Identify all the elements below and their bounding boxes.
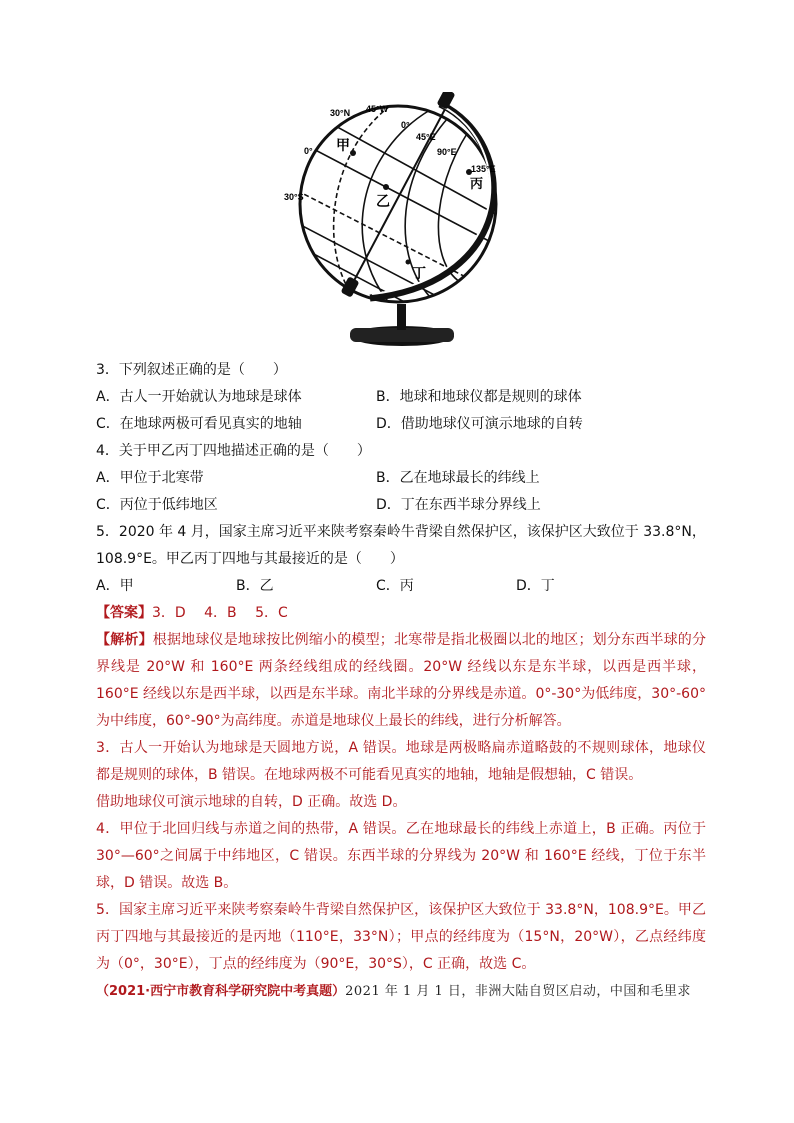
q3-option-a: A．古人一开始就认为地球是球体 [96,389,302,405]
globe-figure [280,92,520,354]
source-tag: （2021·西宁市教育科学研究院中考真题） [96,984,346,999]
q5-options [96,573,706,600]
globe-base-rim [350,328,454,342]
q4-options-row1 [96,465,706,492]
answer-tag: 【答案】 [96,605,152,621]
q4-option-c: C．丙位于低纬地区 [96,497,218,513]
label-jia: 甲 [336,137,350,153]
q5-stem-line1: 5．2020 年 4 月，国家主席习近平来陕考察秦岭牛背梁自然保护区，该保护区大致位于 33.8°N， [96,524,706,540]
q4-option-a: A．甲位于北寒带 [96,470,204,486]
q4-option-b: B．乙在地球最长的纬线上 [376,470,540,486]
q3-option-d: D．借助地球仪可演示地球的自转 [376,416,583,432]
q4-options-row2 [96,492,706,519]
analysis-text: 根据地球仪是地球按比例缩小的模型；北寒带是指北极圈以北的地区；划分东西半球的分界线是 20°W 和 160°E 两条经线组成的经线圈。20°W 经线以东是东半球，以西是西半球，160°E 经线以东是西半球，以西是东半球。南北半球的分界线是赤道。0°-30°为低纬度，30°-60°为中纬度，60°-90°为高纬度。赤道是地球仪上最长的纬线，进行分析解答。 [96,632,707,729]
analysis-intro [96,627,706,735]
label-0-top: 0° [401,120,410,130]
point-ding [406,260,411,265]
label-bing: 丙 [470,176,484,191]
q5-option-b: B．乙 [236,578,274,594]
analysis-q3-part2: 借助地球仪可演示地球的自转，D 正确。故选 D。 [96,794,407,810]
answer-line [96,600,706,627]
q3-option-c: C．在地球两极可看见真实的地轴 [96,416,302,432]
analysis-q4: 4．甲位于北回归线与赤道之间的热带，A 错误。乙在地球最长的纬线上赤道上，B 正确。丙位于 30°—60°之间属于中纬地区，C 错误。东西半球的分界线为 20°W 和 160°E 经线，丁位于东半球，D 错误。故选 B。 [96,821,706,891]
q3-options-row1 [96,384,706,411]
label-yi: 乙 [376,193,390,209]
q4-stem: 4．关于甲乙丙丁四地描述正确的是（ ） [96,443,371,459]
label-135e: 135°E [471,164,496,174]
q5-option-c: C．丙 [376,578,414,594]
q3-stem: 3．下列叙述正确的是（ ） [96,362,287,378]
label-ding: 丁 [412,265,426,281]
q3-option-b: B．地球和地球仪都是规则的球体 [376,389,582,405]
analysis-q5: 5．国家主席习近平来陕考察秦岭牛背梁自然保护区，该保护区大致位于 33.8°N，108.9°E。甲乙丙丁四地与其最接近的是丙地（110°E，33°N）；甲点的经纬度为（15°N，20°W），乙点经纬度为（0°，30°E），丁点的经纬度为（90°E，30°S），C 正确，故选 C。 [96,902,706,972]
analysis-q3-part1: 3．古人一开始认为地球是天圆地方说，A 错误。地球是两极略扁赤道略鼓的不规则球体，地球仪都是规则的球体，B 错误。在地球两极不可能看见真实的地轴，地轴是假想轴，C 错误。 [96,740,706,783]
label-90e: 90°E [437,147,457,157]
analysis-tag: 【解析】 [96,632,153,648]
point-jia [350,150,356,156]
next-question-source [96,978,706,1005]
q5-option-d: D．丁 [516,578,555,594]
q5-option-a: A．甲 [96,578,134,594]
point-yi [383,184,389,190]
label-0-lat: 0° [304,146,313,156]
label-45w: 45°W [366,104,389,114]
answer-text: 3．D 4．B 5．C [152,605,288,621]
label-30s: 30°S [284,192,304,202]
question-content [96,357,706,1005]
q5-stem-line2: 108.9°E。甲乙丙丁四地与其最接近的是（ ） [96,551,404,567]
label-30n: 30°N [330,108,351,118]
source-text: 2021 年 1 月 1 日，非洲大陆自贸区启动，中国和毛里求 [345,984,691,999]
label-45e: 45°E [416,132,436,142]
q4-option-d: D．丁在东西半球分界线上 [376,497,541,513]
q3-options-row2 [96,411,706,438]
globe-stand-stem [397,304,406,330]
